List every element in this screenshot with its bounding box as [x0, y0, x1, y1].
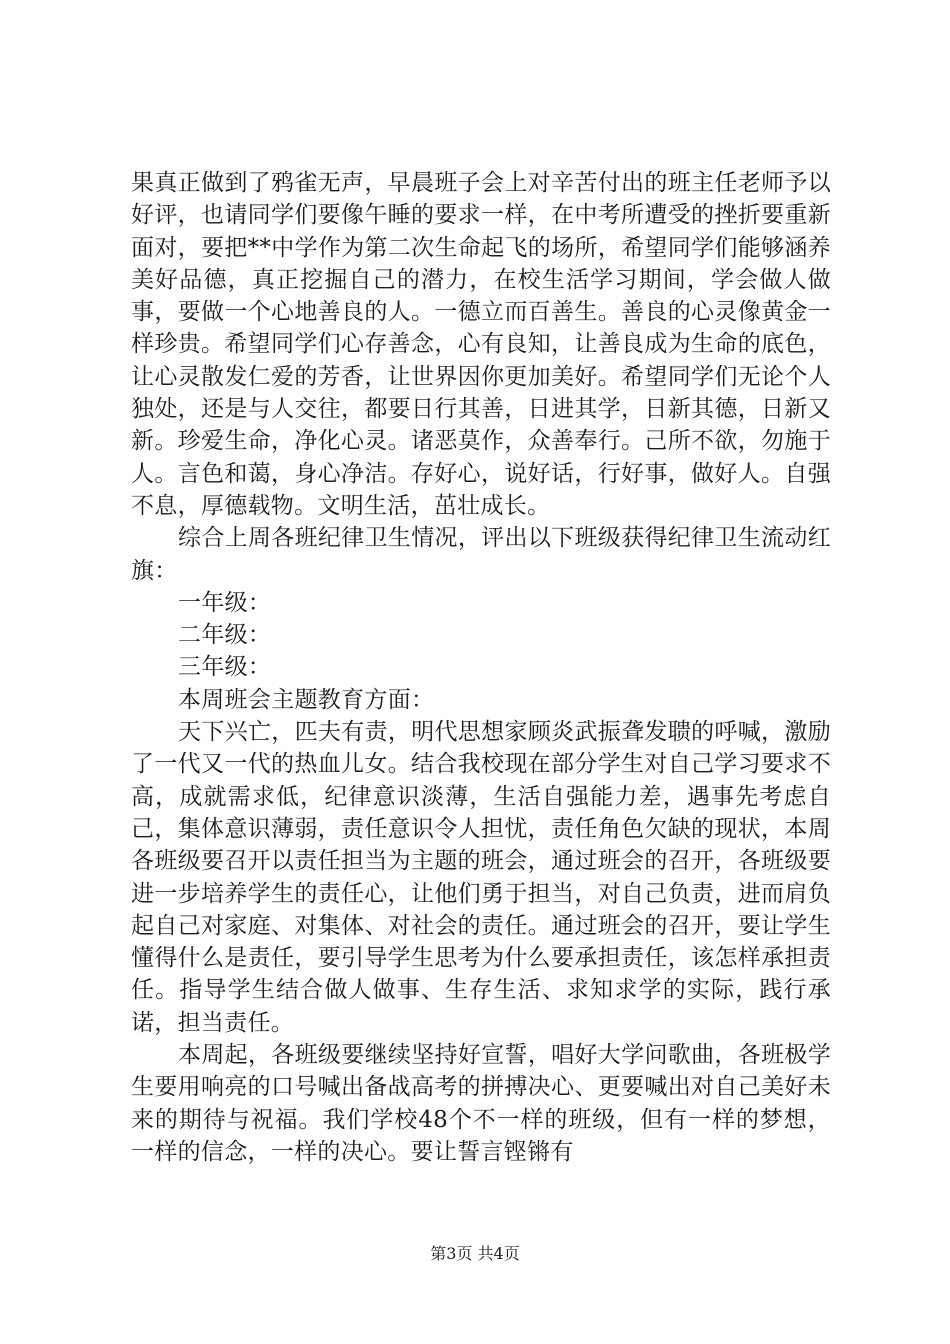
paragraph: 综合上周各班纪律卫生情况，评出以下班级获得纪律卫生流动红旗： — [131, 525, 831, 584]
page-footer — [0, 1244, 950, 1264]
paragraph: 本周起，各班级要继续坚持好宣誓，唱好大学问歌曲，各班极学生要用响亮的口号喊出备战高考的拼搏决心、更要喊出对自己美好未来的期待与祝福。我们学校48个不一样的班级，但有一样的梦想，一样的信念，一样的决心。要让誓言铿锵有 — [131, 1042, 831, 1165]
page-number: 第3页 共4页 — [430, 1244, 520, 1263]
paragraph: 三年级： — [178, 654, 272, 681]
paragraph: 天下兴亡，匹夫有责，明代思想家顾炎武振聋发聩的呼喊，激励了一代又一代的热血儿女。结合我校现在部分学生对自己学习要求不高，成就需求低，纪律意识淡薄，生活自强能力差，遇事先考虑自己，集体意识薄弱，责任意识令人担忧，责任角色欠缺的现状，本周各班级要召开以责任担当为主题的班会，通过班会的召开，各班级要进一步培养学生的责任心，让他们勇于担当，对自己负责，进而肩负起自己对家庭、对集体、对社会的责任。通过班会的召开，要让学生懂得什么是责任，要引导学生思考为什么要承担责任，该怎样承担责任。指导学生结合做人做事、生存生活、求知求学的实际，践行承诺，担当责任。 — [131, 719, 831, 1036]
paragraph: 一年级： — [178, 589, 272, 616]
paragraph: 本周班会主题教育方面： — [178, 686, 435, 713]
paragraph: 二年级： — [178, 622, 272, 649]
paragraph: 果真正做到了鸦雀无声，早晨班子会上对辛苦付出的班主任老师予以好评，也请同学们要像午睡的要求一样，在中考所遭受的挫折要重新面对，要把**中学作为第二次生命起飞的场所，希望同学们能够涵养美好品德，真正挖掘自己的潜力，在校生活学习期间，学会做人做事，要做一个心地善良的人。一德立而百善生。善良的心灵像黄金一样珍贵。希望同学们心存善念，心有良知，让善良成为生命的底色，让心灵散发仁爱的芳香，让世界因你更加美好。希望同学们无论个人独处，还是与人交往，都要日行其善，日进其学，日新其德，日新又新。珍爱生命，净化心灵。诸恶莫作，众善奉行。己所不欲，勿施于人。言色和蔼，身心净洁。存好心，说好话，行好事，做好人。自强不息，厚德载物。文明生活，茁壮成长。 — [131, 170, 831, 519]
document-body — [131, 167, 831, 1168]
